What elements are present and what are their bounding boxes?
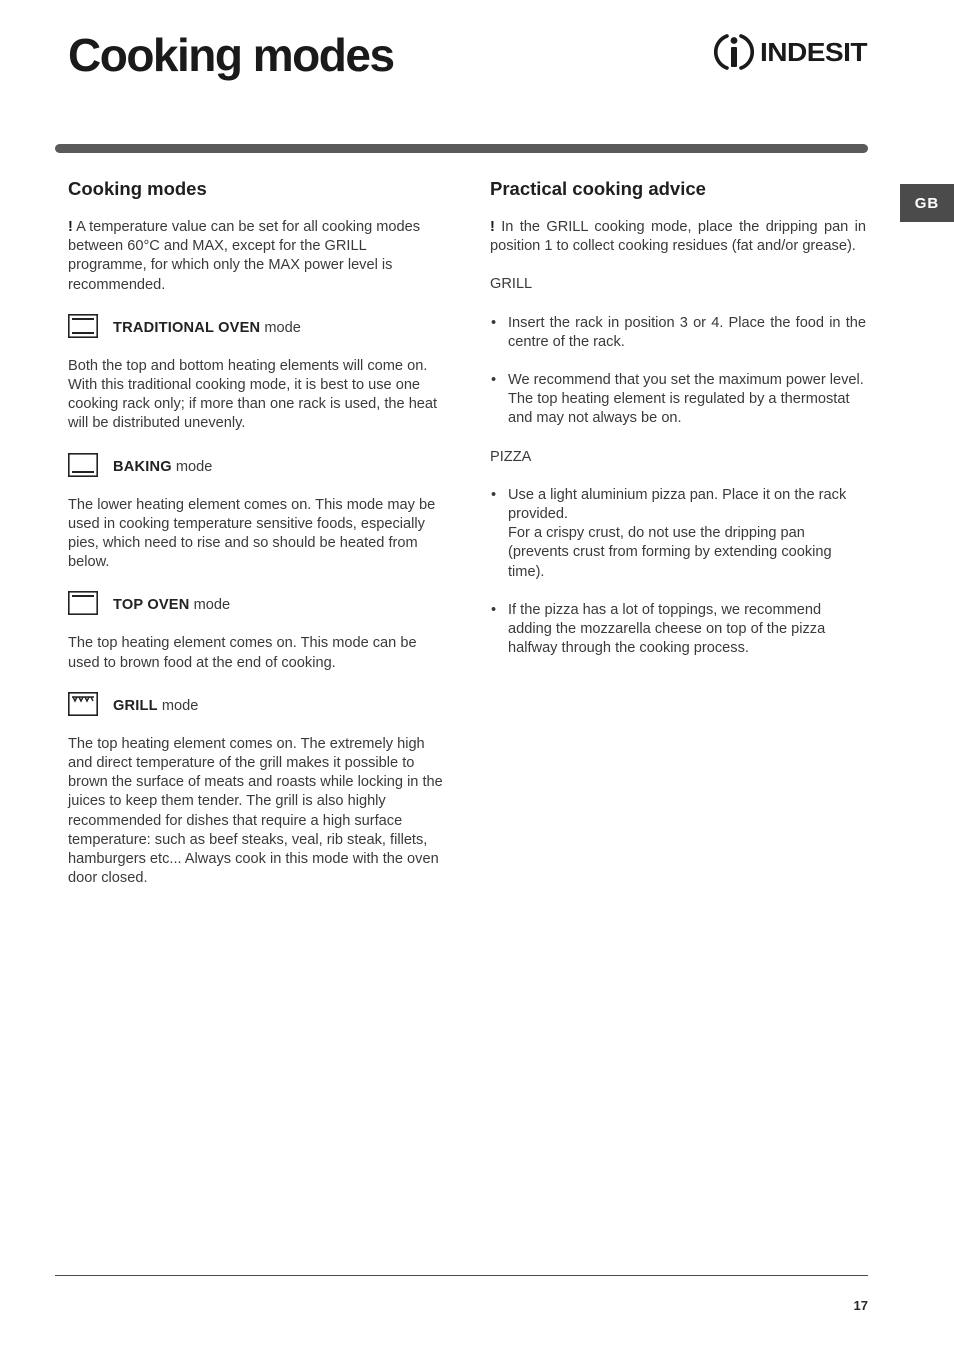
- list-item: [490, 486, 866, 582]
- brand-name: INDESIT: [760, 36, 868, 67]
- mode-name: BAKING: [113, 458, 172, 475]
- top-oven-icon: [68, 591, 98, 615]
- mode-description: Both the top and bottom heating elements will come on. With this traditional cooking mode, it is best to use one cooking rack only; if more than one rack is used, the heat will be distributed unevenly.: [68, 357, 438, 432]
- brand-logo: [714, 30, 868, 74]
- section-heading-cooking-modes: Cooking modes: [68, 178, 207, 199]
- pizza-tip-line: Use a light aluminium pizza pan. Place it on the rack provided.: [508, 486, 847, 523]
- page-title: Cooking modes: [68, 29, 394, 81]
- mode-traditional-oven: [68, 314, 444, 338]
- warning-icon: !: [68, 219, 73, 235]
- mode-description: The top heating element comes on. The extremely high and direct temperature of the grill makes it possible to brown the surface of meats and roasts while locking in the juices to keep them tender. The grill is also highly recommended for dishes that require a high surface temperature: such as beef steaks, veal, rib steak, fillets, hamburgers etc... Always cook in this mode with the oven door closed.: [68, 735, 443, 887]
- temperature-note: [68, 218, 444, 295]
- mode-name: TRADITIONAL OVEN: [113, 319, 261, 336]
- subheading-grill: GRILL: [490, 276, 533, 293]
- mode-description: The lower heating element comes on. This mode may be used in cooking temperature sensitive foods, especially pies, which need to rise and so should be heated from below.: [68, 496, 436, 571]
- baking-icon: [68, 453, 98, 477]
- footer-rule: [55, 1275, 868, 1276]
- cooking-modes-column: [68, 178, 444, 888]
- mode-suffix: mode: [264, 319, 301, 336]
- traditional-oven-icon: [68, 314, 98, 338]
- grill-tips-list: [490, 314, 866, 429]
- mode-suffix: mode: [193, 597, 231, 614]
- mode-suffix: mode: [161, 697, 199, 714]
- mode-name: GRILL: [113, 697, 158, 714]
- mode-suffix: mode: [175, 458, 213, 475]
- mode-description: The top heating element comes on. This mode can be used to brown food at the end of cooking.: [68, 635, 417, 671]
- section-heading-practical-advice: Practical cooking advice: [490, 178, 706, 199]
- list-item: • If the pizza has a lot of toppings, we recommend adding the mozzarella cheese on top of the pizza halfway through the cooking process.: [490, 601, 866, 659]
- pizza-tip-line: For a crispy crust, do not use the dripping pan (prevents crust from forming by extending cooking time).: [508, 525, 832, 580]
- list-item: • Insert the rack in position 3 or 4. Place the food in the centre of the rack.: [490, 314, 866, 352]
- language-tab: GB: [900, 184, 954, 222]
- header-rule: [55, 144, 868, 153]
- temperature-note-text: A temperature value can be set for all cooking modes between 60°C and MAX, except for the GRILL programme, for which only the MAX power level is recommended.: [68, 219, 421, 293]
- mode-baking: [68, 453, 444, 477]
- page-number: 17: [853, 1298, 868, 1313]
- grill-icon: [68, 692, 98, 716]
- list-item: • We recommend that you set the maximum power level. The top heating element is regulated by a thermostat and may not always be on.: [490, 371, 866, 429]
- warning-icon: !: [490, 219, 495, 235]
- mode-top-oven: [68, 591, 444, 615]
- mode-name: TOP OVEN: [113, 597, 190, 614]
- mode-grill: [68, 692, 444, 716]
- indesit-emblem-icon: [714, 30, 754, 74]
- dripping-pan-note: [490, 218, 866, 256]
- subheading-pizza: PIZZA: [490, 448, 532, 465]
- pizza-tips-list: [490, 486, 866, 659]
- dripping-pan-note-text: In the GRILL cooking mode, place the dripping pan in position 1 to collect cooking residues (fat and/or grease).: [490, 219, 866, 255]
- practical-advice-column: [490, 178, 866, 658]
